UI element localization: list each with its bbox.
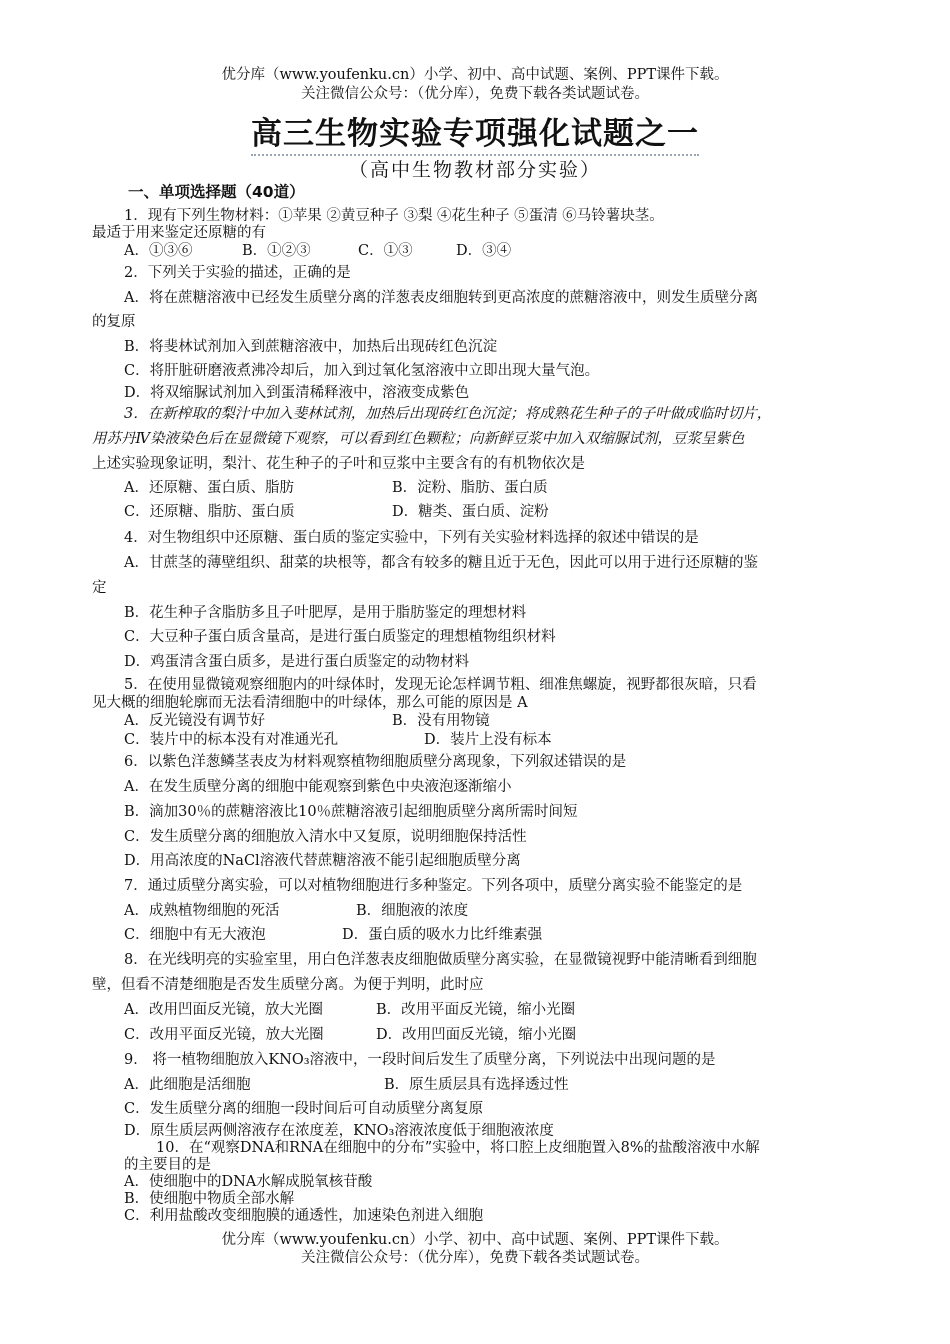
footer-line-2: 关注微信公众号：（优分库），免费下载各类试题试卷。 bbox=[301, 1250, 649, 1266]
header-line-2: 关注微信公众号：（优分库），免费下载各类试题试卷。 bbox=[301, 86, 649, 102]
q8-option-a: A．改用凹面反光镜，放大光圈 bbox=[124, 1002, 323, 1018]
q2-option-c: C．将肝脏研磨液煮沸冷却后，加入到过氧化氢溶液中立即出现大量气泡。 bbox=[124, 363, 600, 379]
q8-stem-2: 壁，但看不清楚细胞是否发生质壁分离。为便于判明，此时应 bbox=[92, 977, 484, 993]
q7-option-c: C．细胞中有无大液泡 bbox=[124, 927, 266, 943]
q3-stem-1: 3．在新榨取的梨汁中加入斐林试剂，加热后出现砖红色沉淀；将成熟花生种子的子叶做成临时切片， bbox=[124, 406, 772, 422]
q1-option-a: A．①③⑥ bbox=[124, 243, 193, 259]
q3-option-d: D．糖类、蛋白质、淀粉 bbox=[392, 504, 549, 520]
q2-option-a-1: A．将在蔗糖溶液中已经发生质壁分离的洋葱表皮细胞转到更高浓度的蔗糖溶液中，则发生质壁分离 bbox=[124, 290, 758, 306]
q6-option-a: A．在发生质壁分离的细胞中能观察到紫色中央液泡逐渐缩小 bbox=[124, 779, 512, 795]
q2-option-a-2: 的复原 bbox=[92, 314, 136, 330]
q6-option-c: C．发生质壁分离的细胞放入清水中又复原，说明细胞保持活性 bbox=[124, 829, 527, 845]
q3-stem-2: 用苏丹Ⅳ染液染色后在显微镜下观察，可以看到红色颗粒；向新鲜豆浆中加入双缩脲试剂，豆浆呈紫色 bbox=[92, 431, 745, 447]
q2-option-b: B．将斐林试剂加入到蔗糖溶液中，加热后出现砖红色沉淀 bbox=[124, 339, 498, 355]
page-title bbox=[0, 108, 950, 153]
q7-option-a: A．成熟植物细胞的死活 bbox=[124, 903, 280, 919]
q5-stem-1: 5．在使用显微镜观察细胞内的叶绿体时，发现无论怎样调节粗、细准焦螺旋，视野都很灰暗，只看 bbox=[124, 677, 757, 693]
q8-option-c: C．改用平面反光镜，放大光圈 bbox=[124, 1027, 324, 1043]
q9-option-d: D．原生质层两侧溶液存在浓度差，KNO₃溶液浓度低于细胞液浓度 bbox=[124, 1123, 554, 1139]
q3-option-c: C．还原糖、脂肪、蛋白质 bbox=[124, 504, 295, 520]
q5-stem-2: 见大概的细胞轮廓而无法看清细胞中的叶绿体，那么可能的原因是 A bbox=[92, 695, 528, 711]
q6-stem: 6．以紫色洋葱鳞茎表皮为材料观察植物细胞质壁分离现象，下列叙述错误的是 bbox=[124, 754, 627, 770]
page-title-text: 高三生物实验专项强化试题之一 bbox=[251, 116, 699, 156]
q9-option-c: C．发生质壁分离的细胞一段时间后可自动质壁分离复原 bbox=[124, 1101, 484, 1117]
q2-option-d: D．将双缩脲试剂加入到蛋清稀释液中，溶液变成紫色 bbox=[124, 385, 470, 401]
q1-option-b: B．①②③ bbox=[242, 243, 311, 259]
q1-stem-1: 1．现有下列生物材料：①苹果 ②黄豆种子 ③梨 ④花生种子 ⑤蛋清 ⑥马铃薯块茎。 bbox=[124, 208, 664, 224]
q5-option-b: B．没有用物镜 bbox=[392, 713, 490, 729]
q10-stem-2: 的主要目的是 bbox=[124, 1157, 211, 1173]
section-heading: 一、单项选择题（40道） bbox=[128, 183, 305, 201]
q5-option-c: C．装片中的标本没有对准通光孔 bbox=[124, 732, 339, 748]
q4-option-c: C．大豆种子蛋白质含量高，是进行蛋白质鉴定的理想植物组织材料 bbox=[124, 629, 556, 645]
q1-option-d: D．③④ bbox=[456, 243, 512, 259]
q3-option-a: A．还原糖、蛋白质、脂肪 bbox=[124, 480, 294, 496]
q4-stem: 4．对生物组织中还原糖、蛋白质的鉴定实验中，下列有关实验材料选择的叙述中错误的是 bbox=[124, 530, 699, 546]
q4-option-b: B．花生种子含脂肪多且子叶肥厚，是用于脂肪鉴定的理想材料 bbox=[124, 605, 527, 621]
q6-option-d: D．用高浓度的NaCl溶液代替蔗糖溶液不能引起细胞质壁分离 bbox=[124, 853, 521, 869]
q1-option-c: C．①③ bbox=[358, 243, 413, 259]
q4-option-a-2: 定 bbox=[92, 580, 107, 596]
q4-option-a-1: A．甘蔗茎的薄壁组织、甜菜的块根等，都含有较多的糖且近于无色，因此可以用于进行还原糖的鉴 bbox=[124, 555, 758, 571]
q9-stem: 9． 将一植物细胞放入KNO₃溶液中，一段时间后发生了质壁分离，下列说法中出现问题的是 bbox=[124, 1052, 716, 1068]
q8-stem-1: 8．在光线明亮的实验室里，用白色洋葱表皮细胞做质壁分离实验，在显微镜视野中能清晰看到细胞 bbox=[124, 952, 757, 968]
q6-option-b: B．滴加30％的蔗糖溶液比10％蔗糖溶液引起细胞质壁分离所需时间短 bbox=[124, 804, 578, 820]
q7-stem: 7．通过质壁分离实验，可以对植物细胞进行多种鉴定。下列各项中，质壁分离实验不能鉴定的是 bbox=[124, 878, 743, 894]
q7-option-d: D．蛋白质的吸水力比纤维素强 bbox=[342, 927, 543, 943]
q9-option-b: B．原生质层具有选择透过性 bbox=[384, 1077, 569, 1093]
q4-option-d: D．鸡蛋清含蛋白质多，是进行蛋白质鉴定的动物材料 bbox=[124, 654, 470, 670]
page-subtitle: （高中生物教材部分实验） bbox=[348, 159, 601, 181]
q8-option-b: B．改用平面反光镜，缩小光圈 bbox=[376, 1002, 576, 1018]
q1-stem-2: 最适于用来鉴定还原糖的有 bbox=[92, 225, 266, 241]
q10-stem-1: 10．在“观察DNA和RNA在细胞中的分布”实验中，将口腔上皮细胞置入8%的盐酸溶液中水解 bbox=[156, 1140, 760, 1156]
q8-option-d: D．改用凹面反光镜，缩小光圈 bbox=[376, 1027, 577, 1043]
header-line-1: 优分库（www.youfenku.cn）小学、初中、高中试题、案例、PPT课件下载。 bbox=[221, 67, 729, 83]
q10-option-a: A．使细胞中的DNA水解成脱氧核苷酸 bbox=[124, 1174, 373, 1190]
q3-stem-3: 上述实验现象证明，梨汁、花生种子的子叶和豆浆中主要含有的有机物依次是 bbox=[92, 456, 585, 472]
q5-option-a: A．反光镜没有调节好 bbox=[124, 713, 265, 729]
q10-option-c: C．利用盐酸改变细胞膜的通透性，加速染色剂进入细胞 bbox=[124, 1208, 484, 1224]
q5-option-d: D．装片上没有标本 bbox=[424, 732, 552, 748]
q3-option-b: B．淀粉、脂肪、蛋白质 bbox=[392, 480, 548, 496]
footer-line-1: 优分库（www.youfenku.cn）小学、初中、高中试题、案例、PPT课件下载。 bbox=[221, 1232, 729, 1248]
q2-stem: 2．下列关于实验的描述，正确的是 bbox=[124, 265, 351, 281]
q10-option-b: B．使细胞中物质全部水解 bbox=[124, 1191, 295, 1207]
q9-option-a: A．此细胞是活细胞 bbox=[124, 1077, 251, 1093]
q7-option-b: B．细胞液的浓度 bbox=[356, 903, 469, 919]
